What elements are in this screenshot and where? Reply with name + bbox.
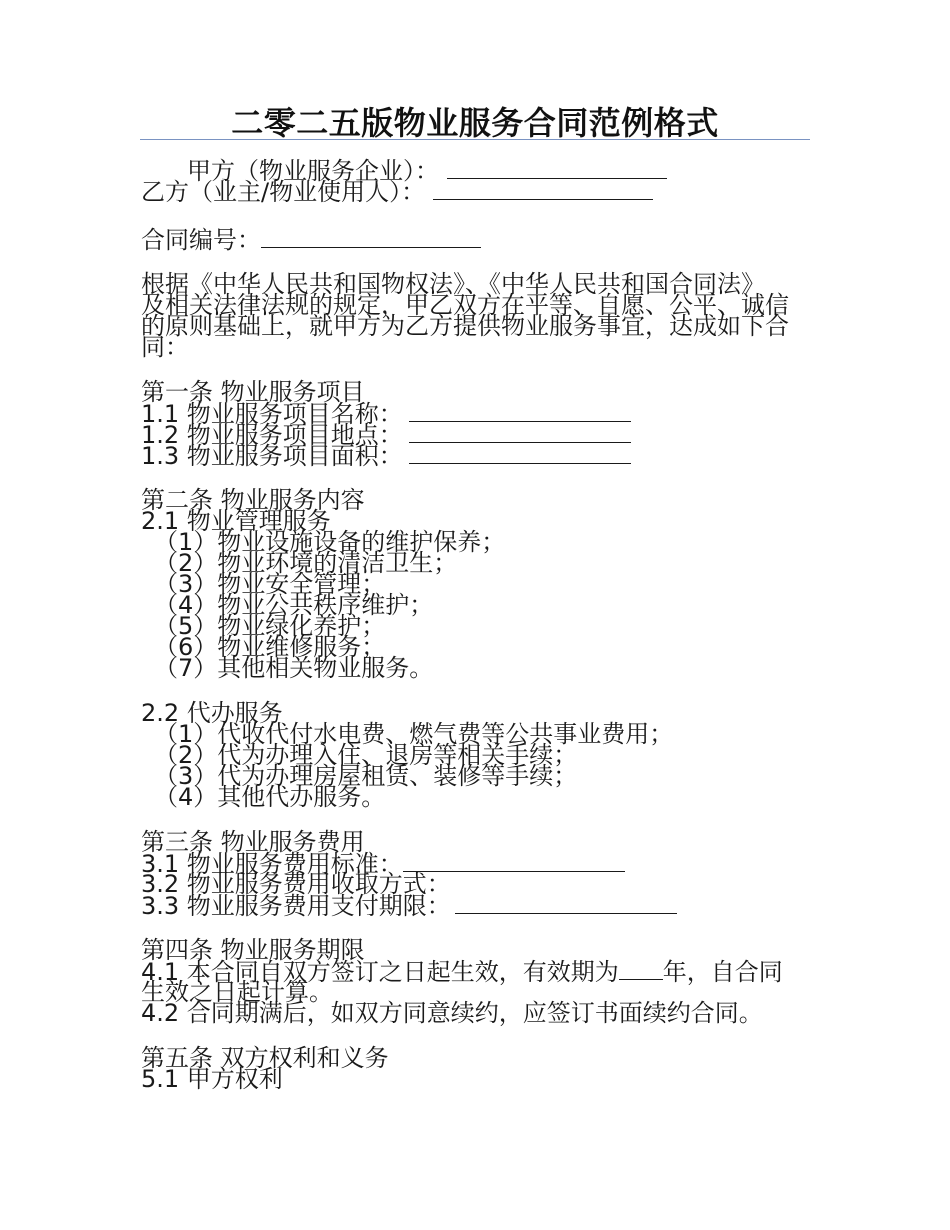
article1-item-label: 1.3 物业服务项目面积： bbox=[141, 442, 403, 470]
article3-item-label: 3.3 物业服务费用支付期限： bbox=[141, 892, 451, 920]
article1-item-label: 1.1 物业服务项目名称： bbox=[141, 400, 403, 428]
article4-line2: 生效之日起计算。 bbox=[141, 978, 333, 1006]
contract-no-label: 合同编号： bbox=[141, 226, 261, 254]
document-title: 二零二五版物业服务合同范例格式 bbox=[231, 104, 719, 142]
article4-line3: 4.2 合同期满后，如双方同意续约，应签订书面续约合同。 bbox=[141, 999, 763, 1027]
contract-no-line bbox=[141, 226, 811, 254]
article2-sub1-item: （2）物业环境的清洁卫生； bbox=[154, 549, 458, 577]
article3-item-label: 3.1 物业服务费用标准： bbox=[141, 850, 403, 878]
party-b-line bbox=[141, 178, 811, 206]
article4-line1-post: 年，自合同 bbox=[662, 958, 783, 986]
intro-paragraph bbox=[141, 270, 811, 361]
article2-sub1-item: （7）其他相关物业服务。 bbox=[154, 654, 434, 682]
article2-sub2-item: （3）代为办理房屋租赁、装修等手续； bbox=[154, 762, 578, 790]
article1-item-blank bbox=[409, 403, 631, 422]
spacer bbox=[141, 202, 811, 229]
article4-heading: 第四条 物业服务期限 bbox=[141, 936, 365, 964]
article2-sub1-item: （4）物业公共秩序维护； bbox=[154, 591, 434, 619]
article2-sub1-item: （1）物业设施设备的维护保养； bbox=[154, 528, 506, 556]
article2-sub1-heading: 2.1 物业管理服务 bbox=[141, 507, 331, 535]
article4-line1-pre: 4.1 本合同自双方签订之日起生效，有效期为 bbox=[141, 958, 619, 986]
intro-line: 的原则基础上，就甲方为乙方提供物业服务事宜，达成如下合 bbox=[141, 312, 789, 340]
party-b-label: 乙方（业主/物业使用人）： bbox=[141, 178, 426, 206]
article1-item-label: 1.2 物业服务项目地点： bbox=[141, 421, 403, 449]
article3-item-blank bbox=[455, 895, 677, 914]
article5-heading: 第五条 双方权利和义务 bbox=[141, 1044, 389, 1072]
article2-sub2-item: （2）代为办理入住、退房等相关手续； bbox=[154, 741, 578, 769]
party-a-blank bbox=[447, 160, 667, 179]
term-years-blank bbox=[619, 961, 663, 980]
title-divider bbox=[140, 139, 810, 140]
article1-heading: 第一条 物业服务项目 bbox=[141, 378, 365, 406]
article3-item bbox=[141, 892, 811, 920]
article2-sub1-item: （3）物业安全管理； bbox=[154, 570, 386, 598]
article1-item bbox=[141, 442, 811, 470]
article1-item-blank bbox=[409, 424, 631, 443]
article2-sub1-item: （5）物业绿化养护； bbox=[154, 612, 386, 640]
contract-no-blank bbox=[261, 229, 481, 248]
intro-line: 根据《中华人民共和国物权法》、《中华人民共和国合同法》 bbox=[141, 270, 765, 298]
article1-item-blank bbox=[409, 445, 631, 464]
article3-heading: 第三条 物业服务费用 bbox=[141, 828, 365, 856]
intro-line: 及相关法律法规的规定，甲乙双方在平等、自愿、公平、诚信 bbox=[141, 291, 789, 319]
party-a-label: 甲方（物业服务企业）： bbox=[187, 157, 439, 185]
intro-line: 同： bbox=[141, 333, 189, 361]
document-body bbox=[141, 157, 811, 1093]
article2-sub2-heading: 2.2 代办服务 bbox=[141, 699, 283, 727]
article2-heading: 第二条 物业服务内容 bbox=[141, 486, 365, 514]
article3-item-label: 3.2 物业服务费用收取方式： bbox=[141, 870, 451, 898]
article2-sub1-item: （6）物业维修服务； bbox=[154, 633, 386, 661]
article2-sub2-item: （4）其他代办服务。 bbox=[154, 783, 386, 811]
party-b-blank bbox=[433, 181, 653, 200]
article5-sub1-heading: 5.1 甲方权利 bbox=[141, 1065, 283, 1093]
article2-sub2-item: （1）代收代付水电费、燃气费等公共事业费用； bbox=[154, 720, 674, 748]
